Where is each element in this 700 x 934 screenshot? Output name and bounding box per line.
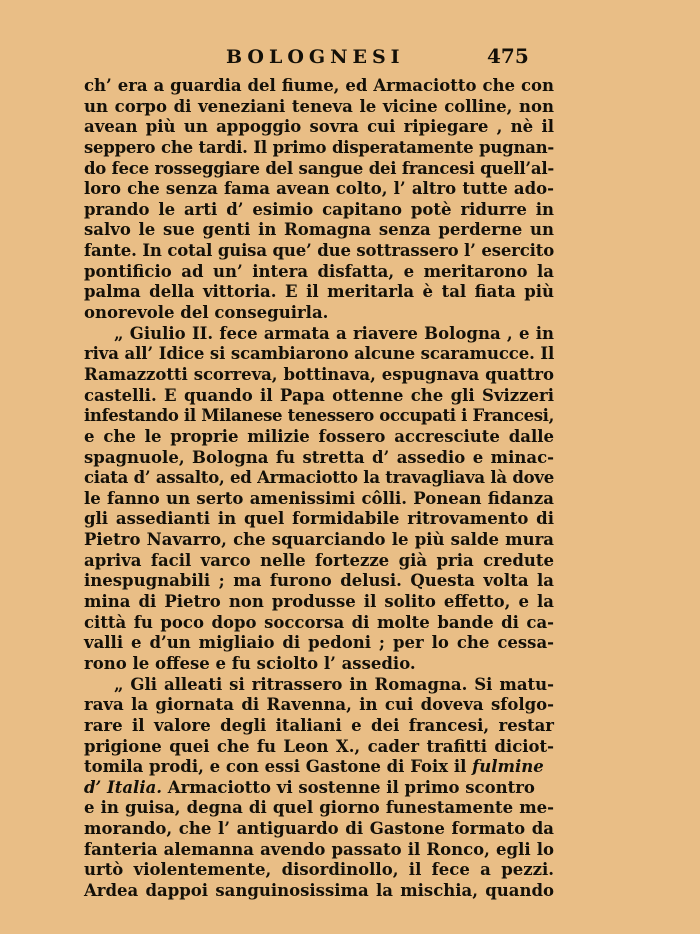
text-line: valli e d’un migliaio di pedoni ; per lo che cessa-: [84, 633, 554, 653]
text-line: ciata d’ assalto, ed Armaciotto la travagliava là dove: [84, 468, 554, 488]
text-line: gli assedianti in quel formidabile ritrovamento di: [84, 509, 554, 529]
page-header: [84, 40, 554, 76]
book-page: [84, 40, 554, 902]
text-line: loro che senza fama avean colto, l’ altro tutte ado-: [84, 179, 554, 199]
text-line: spagnuole, Bologna fu stretta d’ assedio e minac-: [84, 447, 554, 467]
italic-text: fulmine: [472, 757, 544, 777]
text-line: seppero che tardi. Il primo disperatamente pugnan-: [84, 137, 554, 157]
running-title: BOLOGNESI: [226, 46, 405, 68]
text-line: Pietro Navarro, che squarciando le più salde mura: [84, 530, 554, 550]
text-line: e che le proprie milizie fossero accresciute dalle: [84, 426, 554, 446]
text-line: rono le offese e fu sciolto l’ assedio.: [84, 653, 416, 673]
text-line: Ramazzotti scorreva, bottinava, espugnava quattro: [84, 364, 554, 384]
text-line: un corpo di veneziani teneva le vicine colline, non: [84, 96, 554, 116]
text-line: fanteria alemanna avendo passato il Ronco, egli lo: [84, 839, 554, 859]
text-line: Ardea dappoi sanguinosissima la mischia, quando: [84, 880, 554, 900]
text-line: prigione quei che fu Leon X., cader trafitti diciot-: [84, 736, 554, 756]
text-line: rava la giornata di Ravenna, in cui doveva sfolgo-: [84, 695, 554, 715]
text-line: città fu poco dopo soccorsa di molte bande di ca-: [84, 612, 554, 632]
text-line-with-italic: [84, 757, 554, 778]
text-line: inespugnabili ; ma furono delusi. Questa volta la: [84, 571, 554, 591]
text-line: mina di Pietro non produsse il solito effetto, e la: [84, 592, 554, 612]
text-line: fante. In cotal guisa que’ due sottrassero l’ esercito: [84, 241, 555, 261]
text-segment: tomila prodi, e con essi Gastone di Foix il: [84, 757, 473, 777]
text-line: infestando il Milanese tenessero occupati i Francesi,: [84, 406, 554, 426]
text-line: urtò violentemente, disordinollo, il fece a pezzi.: [84, 860, 554, 880]
text-line: le fanno un serto amenissimi côlli. Ponean fidanza: [84, 488, 554, 508]
text-line: morando, che l’ antiguardo di Gastone formato da: [84, 819, 554, 839]
text-line: onorevole del conseguirla.: [84, 303, 329, 323]
body-text: [84, 76, 554, 902]
paragraph-first-line: „ Gli alleati si ritrassero in Romagna. Si matu-: [114, 674, 554, 694]
paragraph-first-line: „ Giulio II. fece armata a riavere Bologna , e in: [114, 323, 554, 343]
page-number: 475: [487, 44, 529, 68]
text-line: pontificio ad un’ intera disfatta, e meritarono la: [84, 261, 554, 281]
text-line: salvo le sue genti in Romagna senza perderne un: [84, 220, 554, 240]
text-line: e in guisa, degna di quel giorno funestamente me-: [84, 798, 554, 818]
text-line: apriva facil varco nelle fortezze già pria credute: [84, 550, 554, 570]
text-line: prando le arti d’ esimio capitano potè ridurre in: [84, 199, 554, 219]
text-line: avean più un appoggio sovra cui ripiegare , nè il: [84, 117, 554, 137]
text-line: ch’ era a guardia del fiume, ed Armaciotto che con: [84, 76, 554, 95]
text-line: castelli. E quando il Papa ottenne che gli Svizzeri: [84, 385, 554, 405]
italic-text: d’ Italia.: [84, 777, 163, 797]
text-line: rare il valore degli italiani e dei francesi, restar: [84, 715, 554, 735]
text-line: riva all’ Idice si scambiarono alcune scaramucce. Il: [84, 344, 555, 364]
text-segment: Armaciotto vi sostenne il primo scontro: [162, 777, 535, 797]
text-line: do fece rosseggiare del sangue dei francesi quell’al-: [84, 158, 554, 178]
text-line: palma della vittoria. E il meritarla è tal fiata più: [84, 282, 554, 302]
text-line-with-italic: [84, 778, 554, 799]
